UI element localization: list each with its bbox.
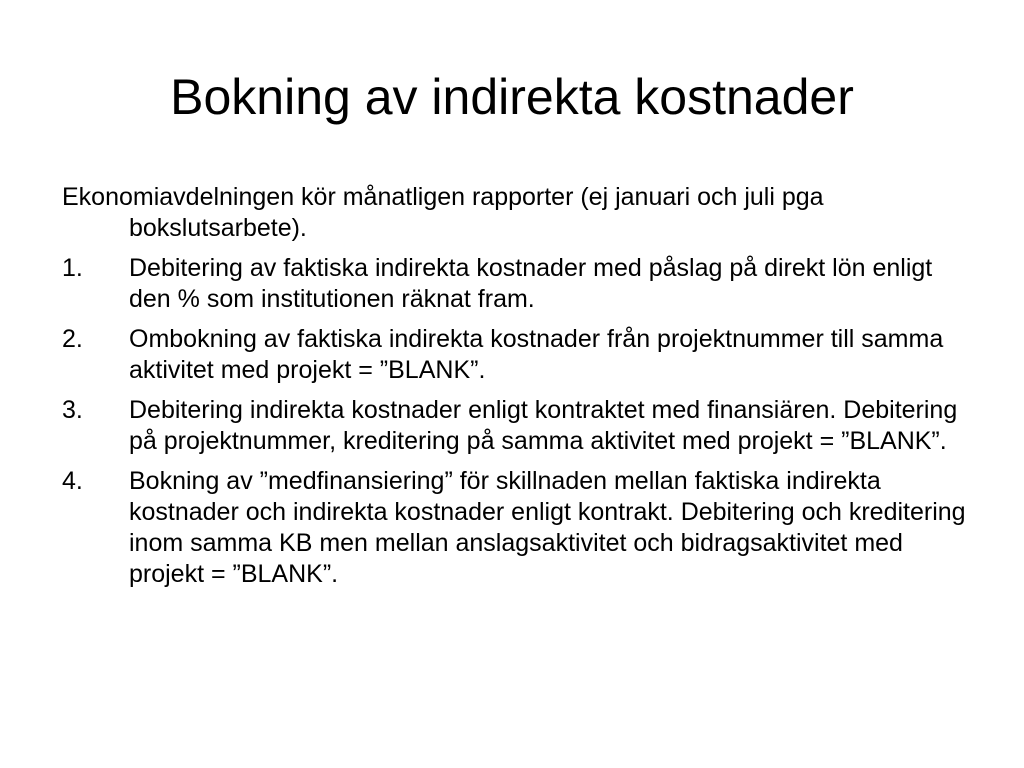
slide-title: Bokning av indirekta kostnader bbox=[170, 69, 854, 125]
list-item-number: 3. bbox=[62, 396, 83, 424]
list-item-text: Debitering av faktiska indirekta kostnader med påslag på direkt lön enligt den % som institutionen räknat fram. bbox=[129, 254, 933, 313]
list-item-number: 1. bbox=[62, 254, 83, 282]
intro-paragraph: Ekonomiavdelningen kör månatligen rapporter (ej januari och juli pga bokslutsarbete). bbox=[62, 183, 824, 242]
list-item-number: 4. bbox=[62, 467, 83, 495]
numbered-list bbox=[62, 253, 972, 590]
list-item-number: 2. bbox=[62, 325, 83, 353]
list-item bbox=[62, 395, 972, 457]
list-item-text: Ombokning av faktiska indirekta kostnader från projektnummer till samma aktivitet med projekt = ”BLANK”. bbox=[129, 325, 944, 384]
slide-body bbox=[62, 182, 972, 599]
list-item-text: Debitering indirekta kostnader enligt kontraktet med finansiären. Debitering på projektnummer, kreditering på samma aktivitet med projekt = ”BLANK”. bbox=[129, 396, 958, 455]
list-item bbox=[62, 253, 972, 315]
list-item bbox=[62, 324, 972, 386]
list-item-text: Bokning av ”medfinansiering” för skillnaden mellan faktiska indirekta kostnader och indirekta kostnader enligt kontrakt. Debitering och kreditering inom samma KB men mellan anslagsaktivitet och bidragsaktivitet med projekt = ”BLANK”. bbox=[129, 467, 966, 588]
list-item bbox=[62, 466, 972, 590]
